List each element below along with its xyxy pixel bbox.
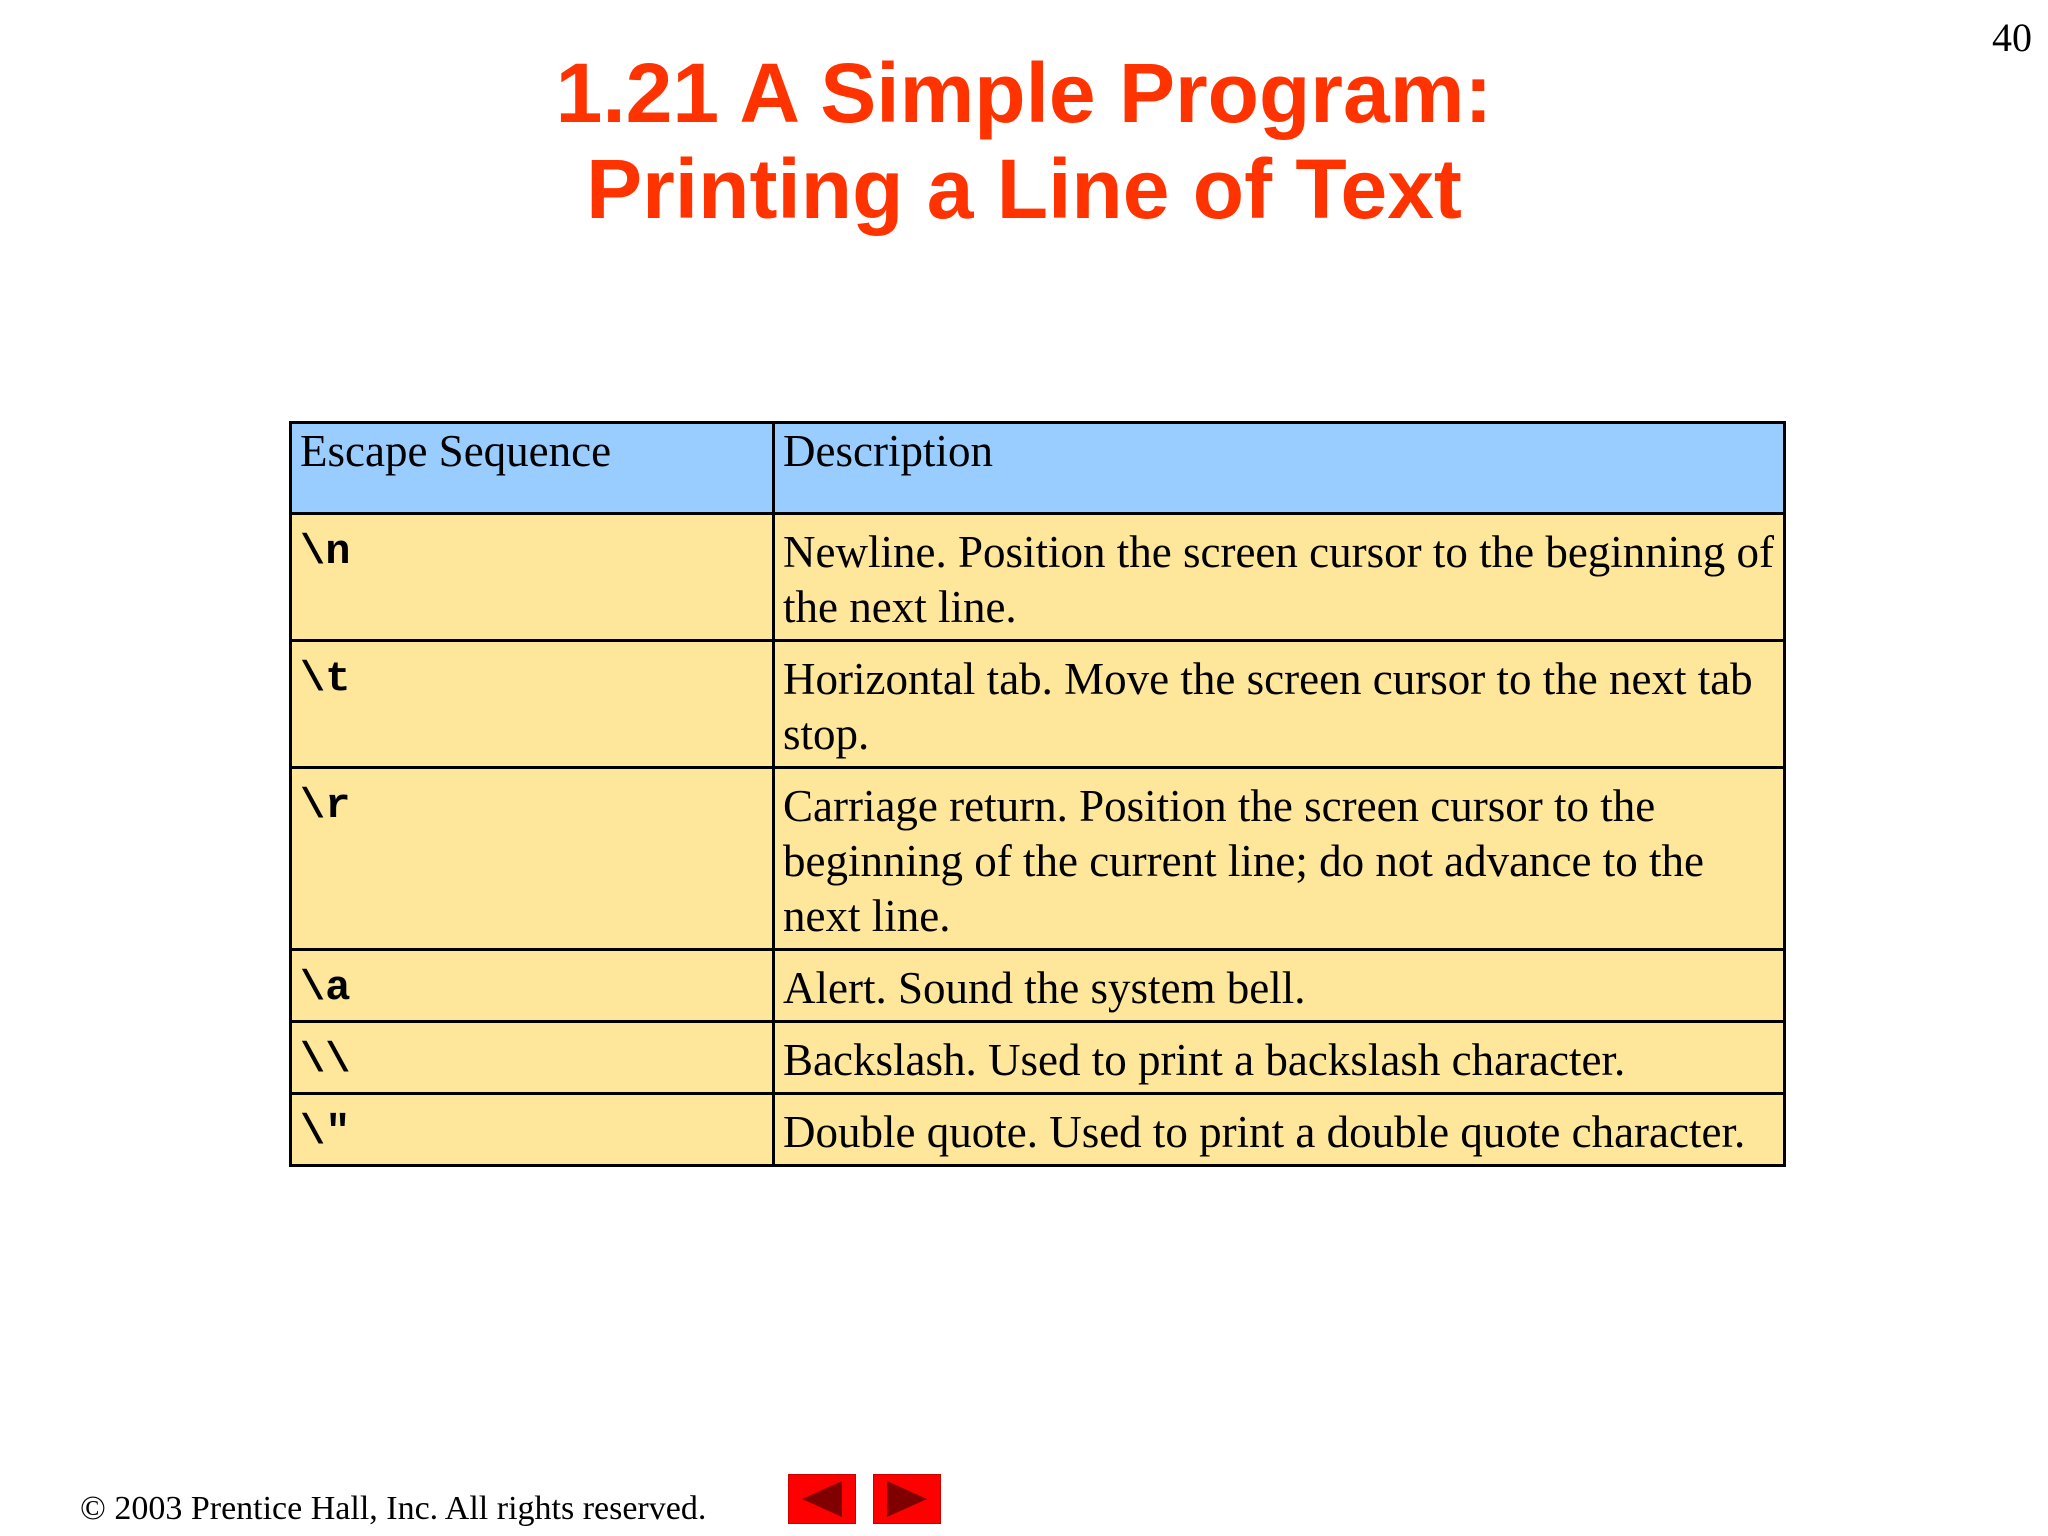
slide-title [0,45,2048,237]
table-header-row [291,423,1785,514]
left-arrow-icon [802,1481,842,1517]
escape-sequence-cell: \a [291,950,774,1022]
description-cell: Carriage return. Position the screen cursor to the beginning of the current line; do not advance to the next line. [774,768,1785,950]
next-slide-button[interactable] [873,1474,941,1524]
escape-sequence-cell: \r [291,768,774,950]
description-cell: Horizontal tab. Move the screen cursor to the next tab stop. [774,641,1785,768]
escape-sequence-cell: \" [291,1094,774,1166]
column-header-escape-sequence: Escape Sequence [291,423,774,514]
description-cell: Backslash. Used to print a backslash character. [774,1022,1785,1094]
table-row [291,641,1785,768]
copyright-notice: © 2003 Prentice Hall, Inc. All rights reserved. [80,1490,707,1527]
escape-sequence-table [289,421,1786,1167]
table-row [291,768,1785,950]
table-row [291,950,1785,1022]
escape-sequence-cell: \\ [291,1022,774,1094]
column-header-description: Description [774,423,1785,514]
description-cell: Double quote. Used to print a double quote character. [774,1094,1785,1166]
table-row [291,1094,1785,1166]
previous-slide-button[interactable] [788,1474,856,1524]
escape-sequence-cell: \n [291,514,774,641]
page-number: 40 [1992,15,2032,60]
slide-title-line-1: 1.21 A Simple Program: [555,46,1493,140]
description-cell: Newline. Position the screen cursor to the beginning of the next line. [774,514,1785,641]
right-arrow-icon [887,1481,927,1517]
escape-sequence-cell: \t [291,641,774,768]
table-row [291,1022,1785,1094]
description-cell: Alert. Sound the system bell. [774,950,1785,1022]
slide-navigation [788,1474,941,1524]
table-row [291,514,1785,641]
slide-title-line-2: Printing a Line of Text [586,142,1462,236]
